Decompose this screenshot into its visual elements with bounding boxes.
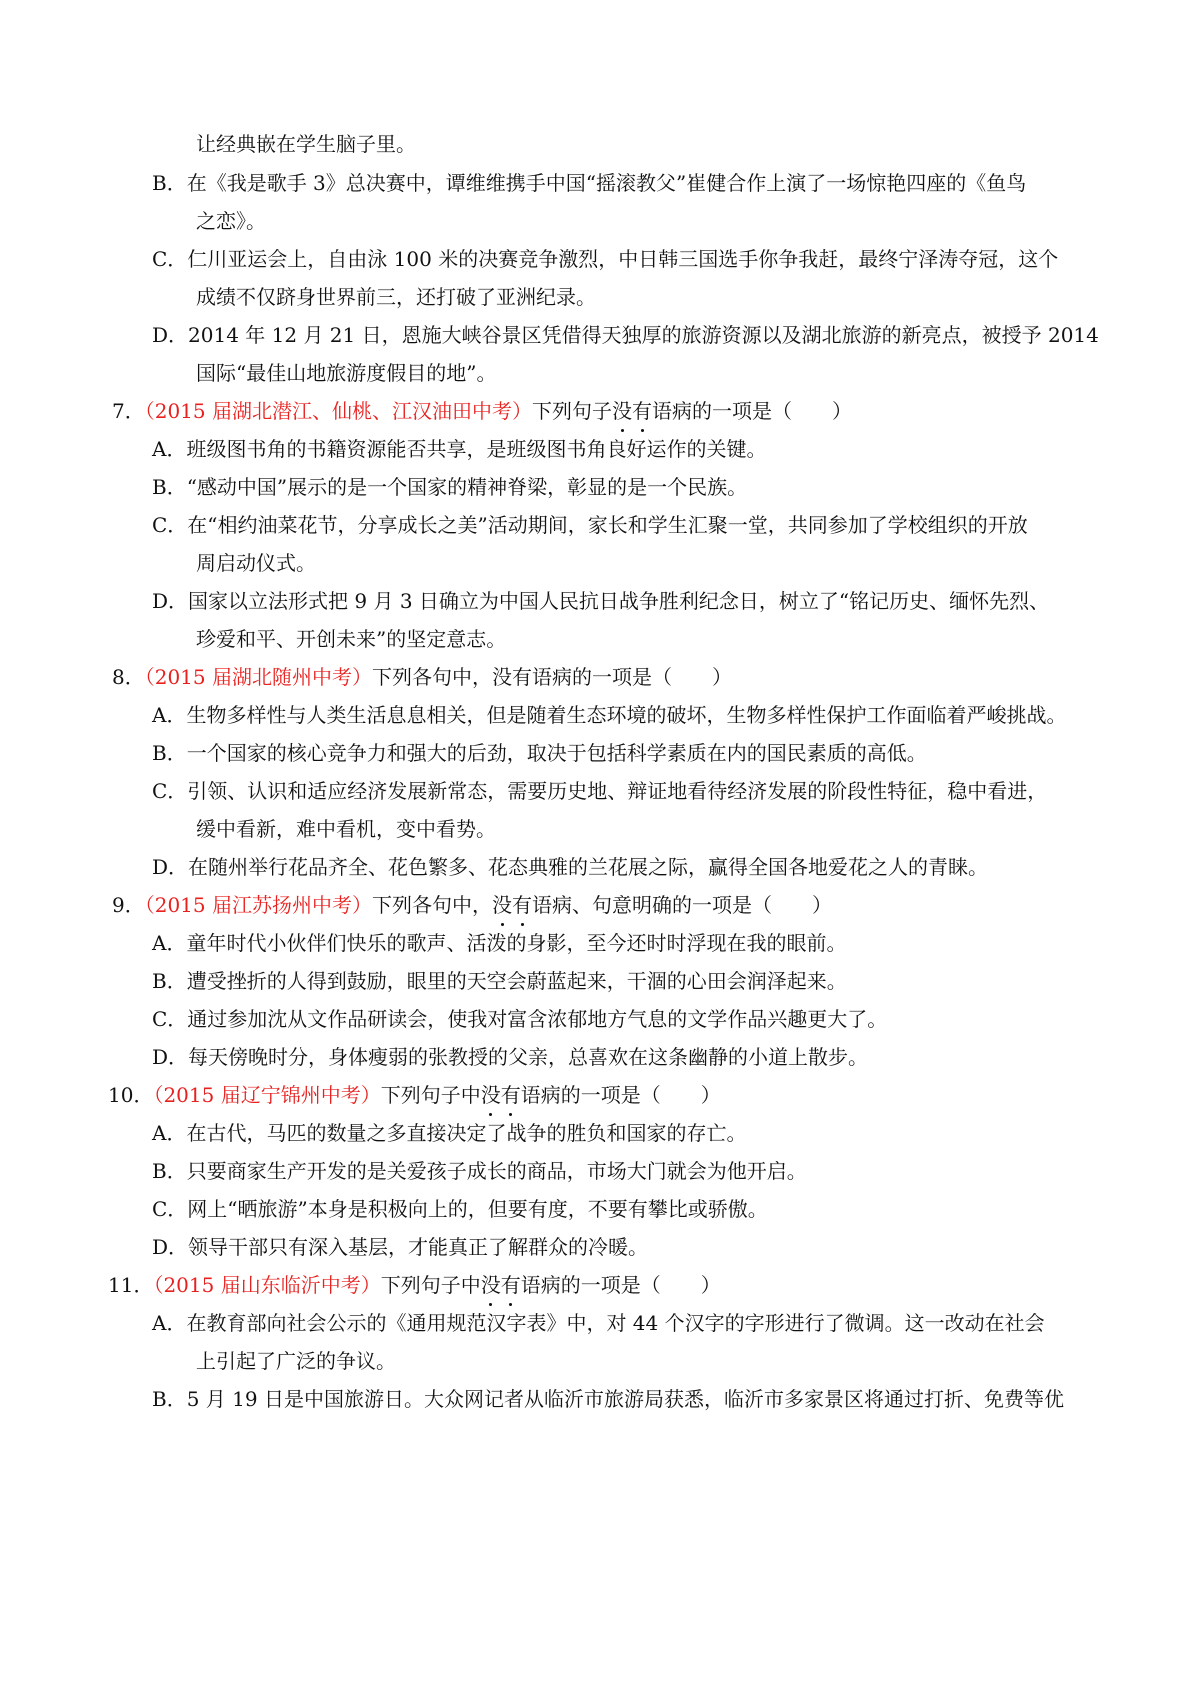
- question-stem: 下列各句中，: [372, 893, 492, 917]
- q7-option-d-continuation: 珍爱和平、开创未来”的坚定意志。: [196, 627, 507, 651]
- q8-option-c: C．引领、认识和适应经济发展新常态，需要历史地、辩证地看待经济发展的阶段性特征，稳中看进，: [152, 779, 1048, 803]
- question-source: （2015 届江苏扬州中考）: [144, 893, 372, 917]
- emphasis-dotted-text: [492, 893, 532, 917]
- question-number: 7．: [112, 399, 145, 423]
- q8-option-a: A．生物多样性与人类生活息息相关，但是随着生态环境的破坏，生物多样性保护工作面临着严峻挑战。: [152, 703, 1067, 727]
- emphasis-char-2: 有: [501, 1270, 521, 1300]
- q8-option-b: B．一个国家的核心竞争力和强大的后劲，取决于包括科学素质在内的国民素质的高低。: [152, 741, 927, 765]
- q9-stem: [112, 890, 832, 920]
- q6-option-b: B．在《我是歌手 3》总决赛中，谭维维携手中国“摇滚教父”崔健合作上演了一场惊艳四座的《鱼鸟: [152, 171, 1027, 195]
- question-source: （2015 届湖北潜江、仙桃、江汉油田中考）: [144, 399, 532, 423]
- q7-option-c: C．在“相约油菜花节，分享成长之美”活动期间，家长和学生汇聚一堂，共同参加了学校组织的开放: [152, 513, 1028, 537]
- emphasis-char-2: 有: [512, 890, 532, 920]
- q11-option-b: B．5 月 19 日是中国旅游日。大众网记者从临沂市旅游局获悉，临沂市多家景区将通过打折、免费等优: [152, 1387, 1064, 1411]
- q6-option-c-continuation: 成绩不仅跻身世界前三，还打破了亚洲纪录。: [196, 285, 596, 309]
- emphasis-char-2: 有: [501, 1080, 521, 1110]
- q11-option-a-continuation: 上引起了广泛的争议。: [196, 1349, 396, 1373]
- question-source: （2015 届山东临沂中考）: [153, 1273, 381, 1297]
- emphasis-char-1: 没: [612, 396, 632, 426]
- q6-option-d-continuation: 国际“最佳山地旅游度假目的地”。: [196, 361, 497, 385]
- question-stem-rest: 语病的一项是（ ）: [652, 399, 852, 423]
- q9-option-a: A．童年时代小伙伴们快乐的歌声、活泼的身影，至今还时时浮现在我的眼前。: [152, 931, 847, 955]
- q10-option-c: C．网上“晒旅游”本身是积极向上的，但要有度，不要有攀比或骄傲。: [152, 1197, 768, 1221]
- question-source: （2015 届湖北随州中考）: [144, 665, 372, 689]
- q7-option-b: B．“感动中国”展示的是一个国家的精神脊梁，彰显的是一个民族。: [152, 475, 748, 499]
- emphasis-char-1: 没: [481, 1270, 501, 1300]
- q6-option-c: C．仁川亚运会上，自由泳 100 米的决赛竞争激烈，中日韩三国选手你争我赶，最终宁泽涛夺冠，这个: [152, 247, 1059, 271]
- question-stem: 下列句子中: [380, 1273, 481, 1297]
- q9-option-c: C．通过参加沈从文作品研读会，使我对富含浓郁地方气息的文学作品兴趣更大了。: [152, 1007, 888, 1031]
- emphasis-char-1: 没: [492, 890, 512, 920]
- q7-option-a: A．班级图书角的书籍资源能否共享，是班级图书角良好运作的关键。: [152, 437, 767, 461]
- question-number: 8．: [112, 665, 145, 689]
- question-number: 11．: [108, 1273, 154, 1297]
- q10-stem: [108, 1080, 721, 1110]
- q8-option-c-continuation: 缓中看新，难中看机，变中看势。: [196, 817, 496, 841]
- emphasis-dotted-text: [612, 399, 652, 423]
- q10-option-d: D．领导干部只有深入基层，才能真正了解群众的冷暖。: [152, 1235, 649, 1259]
- emphasis-dotted-text: [481, 1273, 521, 1297]
- question-stem-rest: 语病的一项是（ ）: [520, 1273, 721, 1297]
- question-stem-rest: 语病、句意明确的一项是（ ）: [532, 893, 832, 917]
- q7-option-d: D．国家以立法形式把 9 月 3 日确立为中国人民抗日战争胜利纪念日，树立了“铭记历史、缅怀先烈、: [152, 589, 1050, 613]
- question-number: 10．: [108, 1083, 154, 1107]
- q11-stem: [108, 1270, 721, 1300]
- q7-stem: [112, 396, 852, 426]
- q8-stem: [112, 662, 732, 692]
- question-number: 9．: [112, 893, 145, 917]
- emphasis-dotted-text: [481, 1083, 521, 1107]
- q7-option-c-continuation: 周启动仪式。: [196, 551, 316, 575]
- emphasis-char-1: 没: [481, 1080, 501, 1110]
- q8-option-d: D．在随州举行花品齐全、花色繁多、花态典雅的兰花展之际，赢得全国各地爱花之人的青睐。: [152, 855, 989, 879]
- emphasis-char-2: 有: [632, 396, 652, 426]
- q6-option-b-continuation: 之恋》。: [196, 209, 266, 233]
- question-stem-rest: 语病的一项是（ ）: [520, 1083, 721, 1107]
- question-source: （2015 届辽宁锦州中考）: [153, 1083, 381, 1107]
- question-stem: 下列各句中，没有语病的一项是（ ）: [372, 665, 732, 689]
- q6-option-d: D．2014 年 12 月 21 日，恩施大峡谷景区凭借得天独厚的旅游资源以及湖北旅游的新亮点，被授予 2014: [152, 323, 1099, 347]
- q9-option-b: B．遭受挫折的人得到鼓励，眼里的天空会蔚蓝起来，干涸的心田会润泽起来。: [152, 969, 847, 993]
- question-stem: 下列句子中: [380, 1083, 481, 1107]
- q9-option-d: D．每天傍晚时分，身体瘦弱的张教授的父亲，总喜欢在这条幽静的小道上散步。: [152, 1045, 869, 1069]
- q10-option-b: B．只要商家生产开发的是关爱孩子成长的商品，市场大门就会为他开启。: [152, 1159, 807, 1183]
- question-stem: 下列句子: [532, 399, 612, 423]
- q11-option-a: A．在教育部向社会公示的《通用规范汉字表》中，对 44 个汉字的字形进行了微调。这一改动在社会: [152, 1311, 1045, 1335]
- q6-a-continuation: 让经典嵌在学生脑子里。: [196, 132, 416, 156]
- q10-option-a: A．在古代，马匹的数量之多直接决定了战争的胜负和国家的存亡。: [152, 1121, 747, 1145]
